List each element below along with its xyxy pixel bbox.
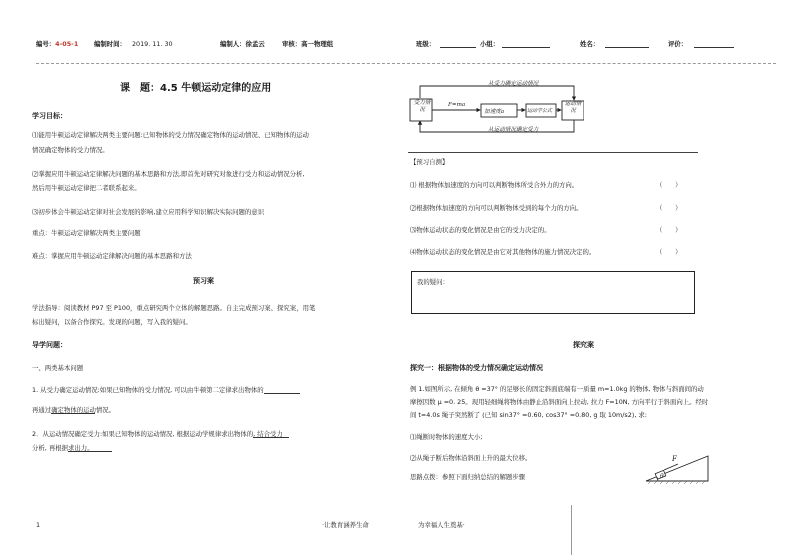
angle-label: θ <box>660 473 664 480</box>
preview-heading: 预习案 <box>193 277 214 285</box>
example-line-2: 摩擦因数 μ =0. 25。现用轻细绳将物体由静止沿斜面向上拉动, 拉力 F=10N, 方向平行于斜面向上。经时 <box>410 398 709 406</box>
footer-motto-2: 为幸福人生奠基· <box>418 521 465 529</box>
goal-2-line-1: ⑵掌握应用牛顿运动定律解决问题的基本思路和方法,即首先对研究对象进行受力和运动情况分析, <box>32 170 305 178</box>
question-1-text-2b: 确定物体的运动情况。 <box>51 406 116 414</box>
name-field[interactable] <box>605 47 649 48</box>
header-time <box>94 40 173 49</box>
goal-1-line-2: 情况确定物体的受力情况。 <box>32 146 109 154</box>
goal-3: ⑶初步体会牛顿运动定律对社会发展的影响,建立应用科学知识解决实际问题的意识 <box>32 208 265 216</box>
time-value: 2019. 11. 30 <box>131 40 173 48</box>
question-1-text: 1. 从受力确定运动情况:如果已知物体的受力情况, 可以由牛顿第二定律求出物体的 <box>32 386 264 394</box>
time-label: 编制时间： <box>94 40 126 48</box>
self-test-item-1: ⑴ 根据物体加速度的方向可以判断物体所受合外力的方向。 <box>410 181 579 189</box>
goal-2-line-2: 然后用牛顿运动定律把二者联系起来。 <box>32 184 141 192</box>
diagram-right-box-label <box>562 101 584 115</box>
name-label: 姓名： <box>580 40 600 48</box>
diagram-formula-label: F=ma <box>448 102 466 108</box>
diagram-top-label: 从受力确定运动情况 <box>488 81 539 87</box>
page-number: 1 <box>36 521 41 529</box>
guide-questions-heading: 导学问题： <box>32 341 67 349</box>
question-2-text-1b: , 结合受力 <box>253 430 283 438</box>
right-box-text: 运动情况 <box>564 101 582 114</box>
eval-field[interactable] <box>694 47 734 48</box>
group-label: 小组： <box>480 40 500 48</box>
diagram-center-label: 加速度a <box>484 109 505 115</box>
example-line-3: 间 t=4.0s 绳子突然断了 (已知 sin37° =0.60, cos37° =0.80, g 取 10m/s2), 求: <box>410 411 647 419</box>
question-1-line-2 <box>32 406 115 415</box>
incline-slope <box>646 456 708 481</box>
question-2-text-2b: 求出力。 <box>68 444 94 452</box>
question-2-blank-2[interactable] <box>68 444 112 452</box>
question-1-text-2a: 再通过 <box>32 406 52 414</box>
question-2-text-2a: 分析, 再根据 <box>32 444 69 452</box>
key-point: 重点：牛顿运动定律解决两类主要问题 <box>32 229 141 237</box>
motto-2-text: 为幸福人生奠基 <box>418 521 463 529</box>
footer-motto-1: ·让教育涵养生命 <box>322 521 369 529</box>
my-question-label: 我的疑问： <box>417 278 449 286</box>
class-field[interactable] <box>440 47 476 48</box>
question-2-blank-1[interactable] <box>253 430 289 438</box>
question-2-line-1 <box>32 430 283 439</box>
example-question-2: ⑵从绳子断后物体沿斜面上升的最大位移。 <box>410 454 532 462</box>
self-test-answer-1[interactable]: （ ） <box>656 181 682 189</box>
self-test-answer-2[interactable]: （ ） <box>656 204 682 212</box>
explore-1-heading: 探究一：根据物体的受力情况确定运动情况 <box>410 364 543 372</box>
header-reviewer: 审核：高一物理组 <box>282 40 334 48</box>
eval-label: 评价： <box>668 40 688 48</box>
left-box-text: 受力情况 <box>413 100 431 113</box>
question-1-line-1 <box>32 386 264 395</box>
page-title: 课 题：4.5 牛顿运动定律的应用 <box>120 83 272 94</box>
code-value: 4-05-1 <box>55 40 79 48</box>
diagram-left-box-label <box>411 100 433 114</box>
header-code <box>36 40 78 49</box>
example-line-1: 例 1.如图所示, 在倾角 θ =37° 的足够长的固定斜面底端有一质量 m=1.0kg 的物体, 物体与斜面间的动 <box>410 385 704 393</box>
incline-hatching <box>648 481 705 484</box>
diagram-bottom-label: 从运动情况确定受力 <box>488 127 539 133</box>
guide-text-1: 学法指导：阅读教材 P97 至 P100，重点研究两个立体的解题思路。自主完成预习案、探究案，用笔 <box>32 304 316 312</box>
top-route-line <box>420 86 574 100</box>
goal-1-line-1: ⑴能用牛顿运动定律解决两类主要问题:已知物体的受力情况确定物体的运动情况、已知物体的运动 <box>32 131 309 139</box>
header-divider <box>36 63 776 64</box>
question-1-blank-2[interactable] <box>51 406 95 414</box>
self-test-item-3: ⑶物体运动状态的变化情况是由它的受力决定的。 <box>410 226 551 234</box>
goals-heading: 学习目标： <box>32 112 67 120</box>
header-editor: 编制人：徐孟云 <box>220 40 265 48</box>
question-2-text-1a: 2．从运动情况确定受力:如果已知物体的运动情况, 根据运动学规律求出物体的 <box>32 430 254 438</box>
example-question-1: ⑴绳断时物体的速度大小; <box>410 433 483 441</box>
explore-heading: 探究案 <box>573 341 594 349</box>
group-field[interactable] <box>502 47 550 48</box>
self-test-answer-3[interactable]: （ ） <box>656 226 682 234</box>
right-divider-top <box>408 152 698 153</box>
motto-1-text: 让教育涵养生命 <box>324 521 369 529</box>
self-test-item-4: ⑷物体运动状态的变化情况是由它对其他物体的施力情况决定的。 <box>410 248 596 256</box>
example-hint: 思路点拨：参照下面归纳总结的解题步骤 <box>410 473 526 481</box>
force-label: F <box>672 455 677 463</box>
question-1-blank-1[interactable] <box>264 386 300 394</box>
guide-line-1 <box>32 304 315 313</box>
question-2-line-2 <box>32 444 94 453</box>
section-1-heading: 一、两类基本问题 <box>32 364 84 372</box>
my-question-box[interactable] <box>411 271 695 314</box>
class-label: 班级： <box>416 40 436 48</box>
self-test-item-2: ⑵根据物体加速度的方向可以判断物体受到的每个力的方向。 <box>410 204 583 212</box>
guide-line-2: 标出疑问，以备合作探究。发现的问题，写入我的疑问。 <box>32 318 192 326</box>
difficult-point: 难点：掌握应用牛顿运动定律解决问题的基本思路和方法 <box>32 252 192 260</box>
self-test-answer-4[interactable]: （ ） <box>656 248 682 256</box>
footer-vertical-rule <box>571 505 572 555</box>
incline-figure <box>644 452 710 484</box>
code-label: 编号： <box>36 40 56 48</box>
diagram-kinematics-label: 运动学公式 <box>527 108 553 114</box>
self-test-heading: 【预习自测】 <box>410 158 449 166</box>
